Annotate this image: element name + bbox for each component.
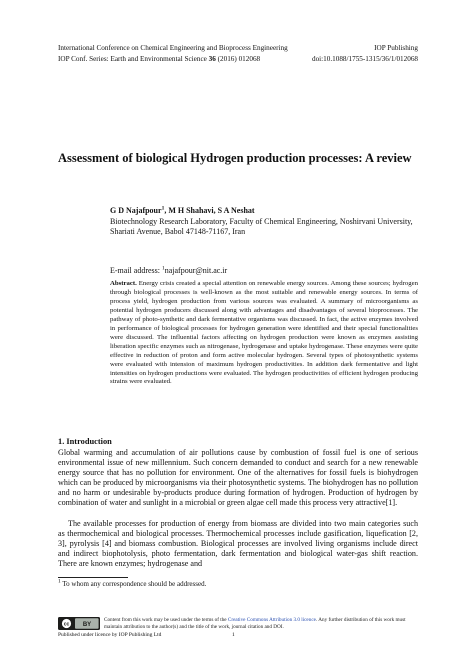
email-line bbox=[110, 266, 430, 276]
other-authors: , M H Shahavi, S A Neshat bbox=[164, 206, 255, 215]
footnote-mark: 1 bbox=[58, 578, 61, 585]
abstract-label: Abstract. bbox=[110, 280, 137, 287]
email-address[interactable]: najafpour@nit.ac.ir bbox=[164, 266, 228, 275]
running-header-line-1 bbox=[58, 44, 418, 53]
paper-title: Assessment of biological Hydrogen production processes: A review bbox=[58, 151, 412, 165]
doi: doi:10.1088/1755-1315/36/1/012068 bbox=[311, 55, 418, 63]
abstract bbox=[110, 280, 418, 387]
series-info bbox=[58, 55, 260, 63]
publisher-name: IOP Publishing bbox=[374, 44, 418, 52]
cc-mark: cc bbox=[63, 621, 70, 628]
licence-notice bbox=[104, 617, 422, 630]
abstract-text: Energy crisis created a special attention on renewable energy sources. Among these sources; hydrogen through biological processes is well-known as the most suitable and renewable energy sources. In terms of process yield, hydrogen production from various sources was evaluated. A summary of microorganisms as potential hydrogen producers discussed along with advantages and disadvantages of several bioprocesses. The pathway of photo-synthetic and dark fermentative organisms was discussed. In fact, the active enzymes involved in performance of biological processes for hydrogen generation were identified and their special functionalities were discussed. The influential factors affecting on hydrogen production were known as enzymes assisting liberation specific enzymes such as nitrogenase, hydrogenase and uptake hydrogenase. These enzymes were quite effective in reduction of proton and form active molecular hydrogen. Several types of photosynthetic systems were evaluated with intension of maximum hydrogen productivities. In addition dark fermentative and light intensities on hydrogen productions were evaluated. The hydrogen productivities of efficient hydrogen producing strains were evaluated. bbox=[110, 280, 418, 386]
footnote-rule bbox=[58, 577, 128, 578]
author-names bbox=[110, 206, 430, 217]
conference-name: International Conference on Chemical Engineering and Bioprocess Engineering bbox=[58, 44, 288, 52]
email-label: E-mail address: bbox=[110, 266, 162, 275]
licence-text-after: . Any further distribution of this work must maintain attribution to the author(s) and the title of the work, journal citation and DOI. bbox=[104, 617, 406, 630]
author-block bbox=[110, 206, 430, 238]
page-number: 1 bbox=[232, 632, 235, 638]
running-header-line-2 bbox=[58, 55, 418, 64]
by-mark: BY bbox=[82, 621, 92, 628]
body-paragraph-2: The available processes for production of energy from biomass are divided into two main categories such as thermochemical and biological processes. Thermochemical processes include gasification, liquefication [2, 3], pyrolysis [4] and biomass combustion. Biological processes are involved living organisms include direct and indirect biophotolysis, photo fermentation, dark fermentation and biological water-gas shift reaction. There are known enzymes; hydrogenase and bbox=[58, 519, 418, 568]
volume-number: 36 bbox=[208, 55, 216, 63]
licence-text-before: Content from this work may be used under the terms of the bbox=[104, 617, 228, 623]
author-footnote-mark: 1 bbox=[161, 205, 165, 212]
first-author: G D Najafpour bbox=[110, 206, 162, 215]
series-prefix: IOP Conf. Series: Earth and Environmental Science bbox=[58, 55, 209, 63]
affiliation: Biotechnology Research Laboratory, Faculty of Chemical Engineering, Noshirvani University, Shariati Avenue, Babol 47148-71167, Iran bbox=[110, 216, 413, 236]
cc-by-license-icon[interactable] bbox=[58, 617, 100, 630]
published-by: Published under licence by IOP Publishing Ltd bbox=[58, 632, 162, 638]
section-heading: 1. Introduction bbox=[58, 437, 112, 446]
footnote-text: To whom any correspondence should be addressed. bbox=[60, 580, 207, 588]
series-suffix: (2016) 012068 bbox=[215, 55, 261, 63]
footnote bbox=[58, 580, 418, 589]
licence-link[interactable]: Creative Commons Attribution 3.0 licence bbox=[227, 617, 316, 623]
body-paragraph-1: Global warming and accumulation of air pollutions cause by combustion of fossil fuel is one of serious environmental issue of new millennium. Such concern demanded to conduct and search for a new renewable energy source that has no pollution for environment. One of the alternatives for fossil fuels is biohydrogen which can be produced by microorganisms via their photosynthetic systems. The biohydrogen has no pollution and no harm or undesirable by-products produce during formation of hydrogen. Production of hydrogen by combination of water and sunlight in a microbial or green algae cell made this process very attractive[1]. bbox=[58, 448, 418, 507]
email-footnote-mark: 1 bbox=[161, 265, 165, 272]
